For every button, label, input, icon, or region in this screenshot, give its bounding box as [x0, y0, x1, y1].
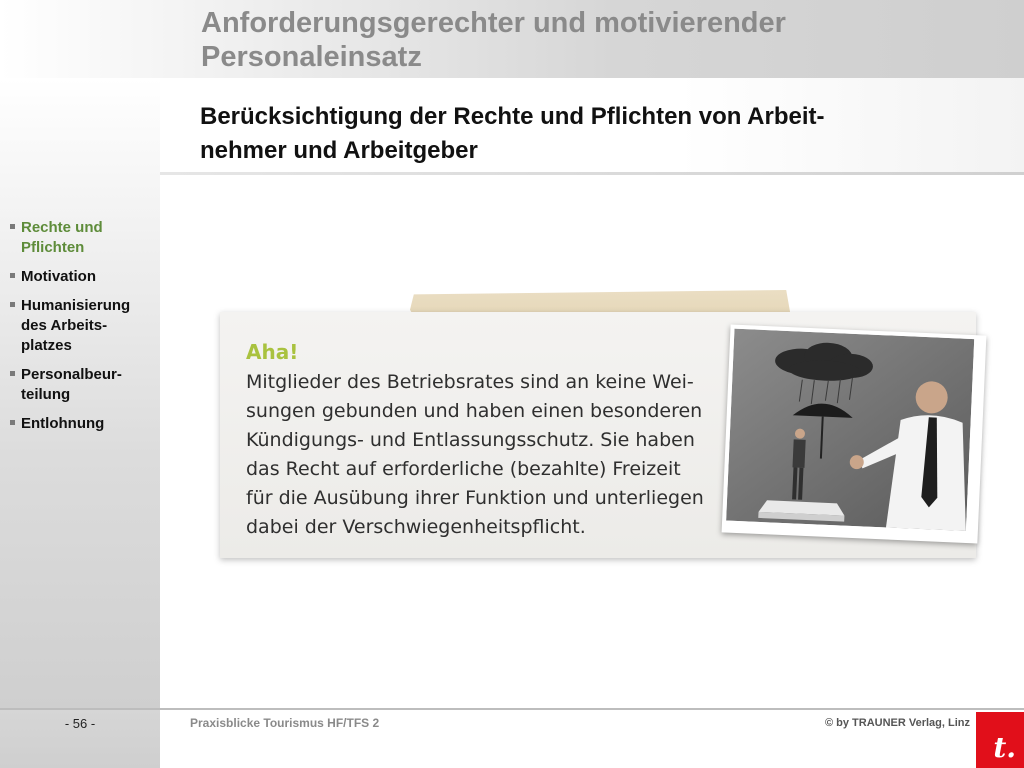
slide-title: Anforderungsgerechter und motivierender Personaleinsatz	[201, 7, 786, 73]
subtitle-line-2: nehmer und Arbeitgeber	[200, 137, 478, 164]
logo-text: t.	[993, 731, 1016, 764]
copyright-label: © by TRAUNER Verlag, Linz	[824, 717, 970, 729]
bullet-icon	[10, 302, 15, 307]
sidebar-item-label: Personalbeur- teilung	[21, 366, 122, 403]
sidebar-item-label: Humanisierung des Arbeits- platzes	[21, 297, 131, 354]
footer-divider	[0, 708, 1024, 710]
illustration-photo	[722, 325, 987, 544]
aha-text: Mitglieder des Betriebsrates sind an keine Wei- sungen gebunden und haben einen besonderen Kündigungs- und Entlassungsschutz. Sie haben das Recht auf erforderliche (bezahlte) Freizeit für die Ausübung ihrer Funktion und unterliegen dabei der Verschwiegenheitspflicht.	[246, 371, 704, 538]
bullet-icon	[10, 420, 15, 425]
divider	[160, 172, 1024, 175]
sidebar-item-label: Rechte und Pflichten	[21, 219, 103, 256]
sidebar-item-motivation[interactable]	[10, 267, 155, 287]
aha-heading: Aha!	[246, 340, 299, 364]
sidebar-item-humanisierung[interactable]	[10, 296, 155, 356]
sidebar-nav	[10, 218, 155, 443]
sidebar-item-personalbeurteilung[interactable]	[10, 365, 155, 405]
bullet-icon	[10, 273, 15, 278]
sidebar-item-entlohnung[interactable]	[10, 414, 155, 434]
page-number: - 56 -	[64, 716, 96, 731]
sidebar-item-label: Motivation	[21, 268, 96, 285]
sidebar-item-label: Entlohnung	[21, 415, 105, 432]
sidebar-item-rechte-und-pflichten[interactable]	[10, 218, 155, 258]
businessman-umbrella-image	[726, 329, 974, 531]
slide-subtitle	[200, 100, 1000, 168]
course-label: Praxisblicke Tourismus HF/TFS 2	[190, 716, 380, 730]
subtitle-line-1: Berücksichtigung der Rechte und Pflichten von Arbeit-	[200, 103, 825, 130]
trauner-logo	[976, 712, 1024, 768]
bullet-icon	[10, 371, 15, 376]
bullet-icon	[10, 224, 15, 229]
